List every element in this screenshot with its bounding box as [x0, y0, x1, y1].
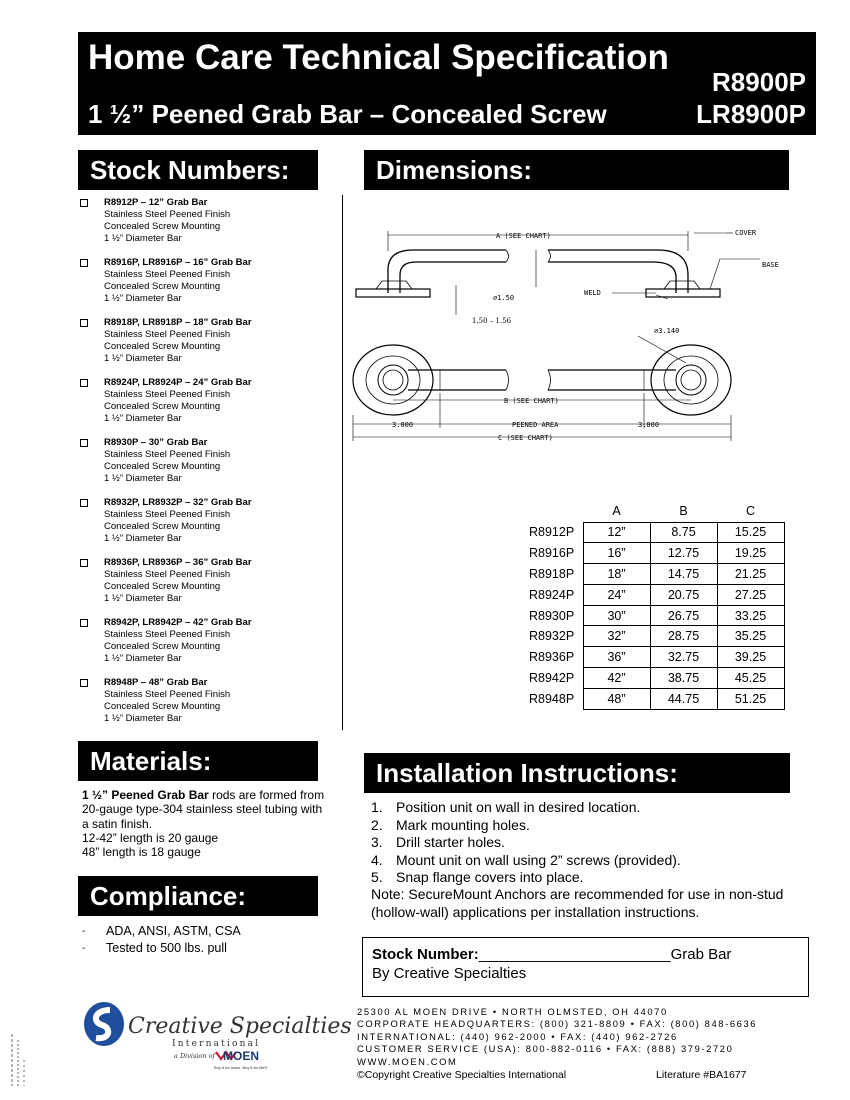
- dim-c-label: C (SEE CHART): [498, 434, 553, 442]
- logo-brand-text: Creative Specialties: [128, 1014, 352, 1039]
- list-item: 2. Mark mounting holes.: [371, 816, 530, 833]
- flange-diameter-label: ∅3.140: [654, 327, 680, 335]
- logo-division-text: a Division of: [174, 1052, 215, 1060]
- stock-number-box: [362, 937, 809, 997]
- checkbox-icon: [80, 199, 88, 207]
- dimensions-heading: Dimensions:: [364, 150, 789, 190]
- checkbox-icon: [80, 439, 88, 447]
- list-item: R8918P, LR8918P – 18” Grab Bar Stainless Steel Peened Finish Concealed Screw Mounting 1 ½” Diameter Bar: [80, 317, 342, 377]
- list-item: R8942P, LR8942P – 42” Grab Bar Stainless Steel Peened Finish Concealed Screw Mounting 1 ½” Diameter Bar: [80, 617, 342, 677]
- side-print-code-icon: [6, 1030, 36, 1090]
- column-header-b: B: [679, 503, 688, 518]
- table-row: R8916P 16” 12.75 19.25: [520, 543, 784, 564]
- compliance-list: [82, 923, 241, 957]
- materials-gauge-1: 12-42” length is 20 gauge: [82, 830, 219, 845]
- dim-a-label: A (SEE CHART): [496, 232, 551, 240]
- weld-label: WELD: [584, 289, 601, 297]
- materials-rest: rods are formed from 20-gauge type-304 stainless steel tubing with a satin finish.: [82, 788, 325, 831]
- company-logo: [80, 998, 352, 1078]
- list-item: R8916P, LR8916P – 16” Grab Bar Stainless Steel Peened Finish Concealed Screw Mounting 1 ½” Diameter Bar: [80, 257, 342, 317]
- compliance-heading: Compliance:: [78, 876, 318, 916]
- stock-box-byline: By Creative Specialties: [372, 965, 527, 982]
- side-view: [356, 231, 760, 315]
- page-subtitle: 1 ½” Peened Grab Bar – Concealed Screw: [88, 99, 607, 129]
- table-row: R8942P 42” 38.75 45.25: [520, 668, 784, 689]
- table-row: R8912P 12” 8.75 15.25: [520, 522, 784, 543]
- materials-bold: 1 ½” Peened Grab Bar: [82, 788, 209, 802]
- end-length-right: 3.000: [638, 421, 660, 429]
- table-row: R8932P 32” 28.75 35.25: [520, 626, 784, 647]
- literature-number: Literature #BA1677: [656, 1069, 747, 1081]
- cover-label: COVER: [735, 229, 757, 237]
- list-item: R8930P – 30” Grab Bar Stainless Steel Peened Finish Concealed Screw Mounting 1 ½” Diameter Bar: [80, 437, 342, 497]
- dimension-drawing: [348, 215, 788, 455]
- list-item: R8924P, LR8924P – 24” Grab Bar Stainless Steel Peened Finish Concealed Screw Mounting 1 ½” Diameter Bar: [80, 377, 342, 437]
- list-item: 3. Drill starter holes.: [371, 834, 505, 850]
- logo-sub-text: International: [172, 1039, 261, 1049]
- stock-number-list: [80, 197, 342, 737]
- table-row: R8930P 30” 26.75 33.25: [520, 605, 784, 626]
- dimension-table: [520, 500, 785, 710]
- list-item: R8912P – 12” Grab Bar Stainless Steel Peened Finish Concealed Screw Mounting 1 ½” Diameter Bar: [80, 197, 342, 257]
- end-length-left: 3.000: [392, 421, 414, 429]
- list-item: - Tested to 500 lbs. pull: [82, 941, 227, 955]
- list-item: R8932P, LR8932P – 32” Grab Bar Stainless Steel Peened Finish Concealed Screw Mounting 1 ½” Diameter Bar: [80, 497, 342, 557]
- model-number-2: LR8900P: [696, 99, 806, 129]
- swirl-logo-icon: [84, 1002, 124, 1046]
- table-header-row: [520, 500, 784, 522]
- stock-number-blank: _______________________: [478, 946, 671, 963]
- moen-wordmark: MOEN: [223, 1049, 259, 1063]
- list-item: 4. Mount unit on wall using 2” screws (provided).: [371, 851, 681, 868]
- model-numbers: [696, 66, 806, 130]
- installation-note: Note: SecureMount Anchors are recommended for use in non-stud (hollow-wall) applications per installation instructions.: [371, 886, 784, 920]
- checkbox-icon: [80, 319, 88, 327]
- installation-steps: [371, 799, 811, 887]
- list-item: R8936P, LR8936P – 36” Grab Bar Stainless Steel Peened Finish Concealed Screw Mounting 1 ½” Diameter Bar: [80, 557, 342, 617]
- moen-tagline: Buy it for looks. Buy it for life®: [214, 1065, 268, 1070]
- checkbox-icon: [80, 499, 88, 507]
- table-row: R8918P 18” 14.75 21.25: [520, 564, 784, 585]
- page-title: Home Care Technical Specification: [88, 38, 669, 77]
- stock-number-suffix: Grab Bar: [670, 946, 732, 963]
- copyright-text: ©Copyright Creative Specialties International: [357, 1069, 567, 1081]
- model-number-1: R8900P: [712, 67, 806, 97]
- materials-heading: Materials:: [78, 741, 318, 781]
- header-banner: [78, 32, 816, 135]
- list-item: - ADA, ANSI, ASTM, CSA: [82, 924, 241, 938]
- company-address: 25300 AL MOEN DRIVE • NORTH OLMSTED, OH 44070 CORPORATE HEADQUARTERS: (800) 321-8809 • FAX: (800) 848-6636 INTERNATIONAL: (440) 962-2000 • FAX: (440) 962-2726 CUSTOMER SERVICE (USA): 800-882-0116 • FAX: (888) 379-2720 WWW.MOEN.COM: [357, 1006, 758, 1067]
- list-item: 1. Position unit on wall in desired location.: [371, 799, 641, 815]
- column-divider: [342, 195, 343, 730]
- table-row: R8948P 48” 44.75 51.25: [520, 688, 784, 709]
- checkbox-icon: [80, 619, 88, 627]
- base-label: BASE: [762, 261, 779, 269]
- materials-text: [82, 788, 332, 859]
- checkbox-icon: [80, 259, 88, 267]
- column-header-a: A: [612, 503, 621, 518]
- stock-number-label: Stock Number:: [372, 946, 479, 963]
- column-header-c: C: [745, 503, 756, 518]
- checkbox-icon: [80, 559, 88, 567]
- dim-b-label: B (SEE CHART): [504, 397, 559, 405]
- materials-paragraph: [82, 788, 332, 831]
- list-item: 5. Snap flange covers into place.: [371, 869, 584, 885]
- range-label: 1.50 – 1.56: [472, 317, 512, 325]
- table-row: R8936P 36” 32.75 39.25: [520, 647, 784, 668]
- installation-heading: Installation Instructions:: [364, 753, 790, 793]
- stock-numbers-heading: Stock Numbers:: [78, 150, 318, 190]
- checkbox-icon: [80, 379, 88, 387]
- table-row: R8924P 24” 20.75 27.25: [520, 584, 784, 605]
- checkbox-icon: [80, 679, 88, 687]
- peened-area-label: PEENED AREA: [512, 421, 559, 429]
- materials-gauge-2: 48” length is 18 gauge: [82, 845, 201, 860]
- list-item: R8948P – 48” Grab Bar Stainless Steel Peened Finish Concealed Screw Mounting 1 ½” Diameter Bar: [80, 677, 342, 737]
- diameter-label: ∅1.50: [493, 294, 515, 302]
